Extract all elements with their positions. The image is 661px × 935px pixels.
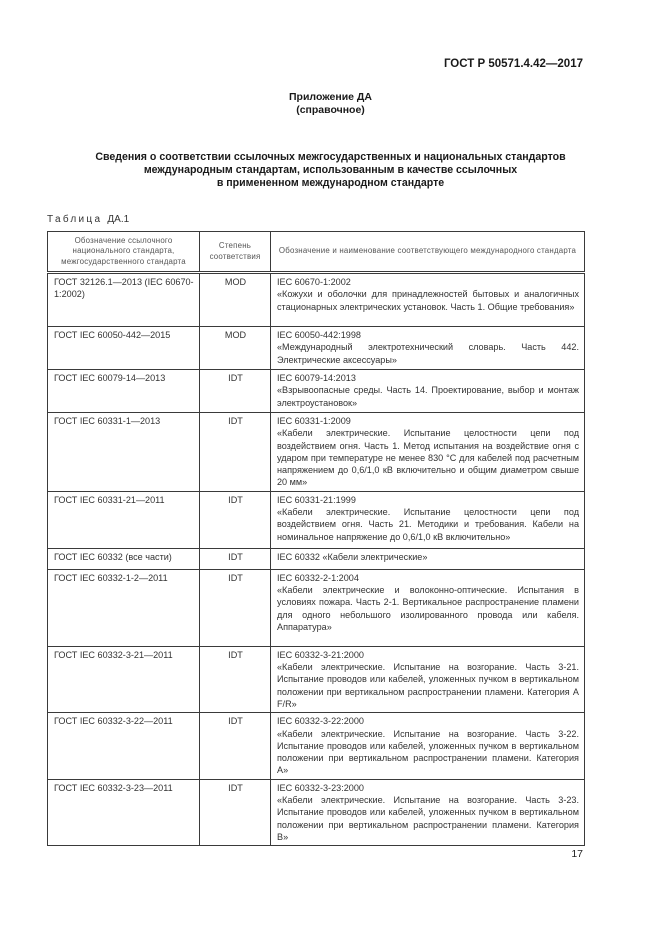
international-standard-cell <box>271 491 585 548</box>
annex-title: Приложение ДА <box>289 91 372 103</box>
table-row <box>48 370 585 413</box>
table-row <box>48 413 585 492</box>
degree-cell: IDT <box>200 646 271 712</box>
table-caption-word: Таблица <box>47 214 103 225</box>
table-caption <box>47 214 129 225</box>
table-row <box>48 569 585 646</box>
national-standard-cell: ГОСТ IEC 60050-442—2015 <box>48 327 200 370</box>
intl-standard-code: IEC 60331-1:2009 <box>277 416 351 426</box>
table-row <box>48 491 585 548</box>
section-title-line: Сведения о соответствии ссылочных межгосударственных и национальных стандартов <box>95 151 566 163</box>
table-row <box>48 713 585 779</box>
table-caption-number: ДА.1 <box>107 214 130 225</box>
table-row <box>48 548 585 569</box>
intl-standard-code: IEC 60670-1:2002 <box>277 277 351 287</box>
national-standard-cell: ГОСТ IEC 60079-14—2013 <box>48 370 200 413</box>
international-standard-cell <box>271 327 585 370</box>
international-standard-cell <box>271 779 585 845</box>
section-title-line: в примененном международном стандарте <box>216 177 445 189</box>
section-title <box>0 151 661 190</box>
intl-standard-name: «Кабели электрические. Испытание целостности цепи под воздействием огня. Часть 1. Метод испытания на воздействие огня с ударом при температуре не менее 830 °С для кабелей под расчетным напряжением до 0,6/1,0 кВ включительно и общим диаметром свыше 20 мм» <box>277 428 579 488</box>
national-standard-cell: ГОСТ IEC 60331-1—2013 <box>48 413 200 492</box>
intl-standard-code: IEC 60332-3-22:2000 <box>277 716 364 727</box>
table-row <box>48 779 585 845</box>
intl-standard-code: IEC 60332-2-1:2004 <box>277 572 359 583</box>
annex-subtitle: (справочное) <box>296 104 365 116</box>
intl-standard-code: IEC 60332-3-21:2000 <box>277 649 364 660</box>
international-standard-cell <box>271 646 585 712</box>
annex-heading <box>0 91 661 117</box>
header-degree: Степень соответствия <box>200 232 271 273</box>
international-standard-cell <box>271 273 585 327</box>
table-row <box>48 646 585 712</box>
intl-standard-name: «Кабели электрические и волоконно-оптические. Испытания в условиях пожара. Часть 2-1. Вертикальное распространение пламени для одного небольшого изолированного провода или кабеля. Аппаратура» <box>277 585 579 632</box>
international-standard-cell <box>271 548 585 569</box>
intl-standard-name: «Кабели электрические. Испытание на возгорание. Часть 3-21. Испытание проводов или кабелей, уложенных пучком в вертикальном положении при вертикальном распространении пламени. Категория A F/R» <box>277 662 579 709</box>
table-row <box>48 273 585 327</box>
intl-standard-code: IEC 60331-21:1999 <box>277 494 356 505</box>
degree-cell: IDT <box>200 413 271 492</box>
intl-standard-name: «Взрывоопасные среды. Часть 14. Проектирование, выбор и монтаж электроустановок» <box>277 385 579 408</box>
header-national-standard: Обозначение ссылочного национального стандарта, межгосударственного стандарта <box>48 232 200 273</box>
section-title-line: международным стандартам, использованным в качестве ссылочных <box>143 164 518 176</box>
intl-standard-name: «Кожухи и оболочки для принадлежностей бытовых и аналогичных стационарных электрических установок. Часть 1. Общие требования» <box>277 289 579 312</box>
national-standard-cell: ГОСТ IEC 60332-1-2—2011 <box>48 569 200 646</box>
degree-cell: MOD <box>200 327 271 370</box>
intl-standard-code: IEC 60050-442:1998 <box>277 330 361 340</box>
intl-standard-name: «Кабели электрические. Испытание на возгорание. Часть 3-23. Испытание проводов или кабелей, уложенных пучком в вертикальном положении при вертикальном распространении пламени. Категория В» <box>277 795 579 842</box>
national-standard-cell: ГОСТ IEC 60331-21—2011 <box>48 491 200 548</box>
degree-cell: MOD <box>200 273 271 327</box>
national-standard-cell: ГОСТ IEC 60332 (все части) <box>48 548 200 569</box>
international-standard-cell <box>271 413 585 492</box>
standards-correspondence-table <box>47 231 585 846</box>
document-code: ГОСТ Р 50571.4.42—2017 <box>443 58 583 70</box>
degree-cell: IDT <box>200 491 271 548</box>
page-number: 17 <box>571 848 583 860</box>
international-standard-cell <box>271 370 585 413</box>
national-standard-cell <box>48 273 200 327</box>
header-international-standard: Обозначение и наименование соответствующего международного стандарта <box>271 232 585 273</box>
intl-standard-name: «Международный электротехнический словарь. Часть 442. Электрические аксессуары» <box>277 342 579 365</box>
intl-standard-code: IEC 60332 «Кабели электрические» <box>277 551 428 562</box>
degree-cell: IDT <box>200 548 271 569</box>
international-standard-cell <box>271 713 585 779</box>
international-standard-cell <box>271 569 585 646</box>
intl-standard-name: «Кабели электрические. Испытание на возгорание. Часть 3-22. Испытание проводов или кабелей, уложенных пучком в вертикальном положении при вертикальном распространении пламени. Категория А» <box>277 728 579 776</box>
degree-cell: IDT <box>200 713 271 779</box>
degree-cell: IDT <box>200 569 271 646</box>
national-standard-text: ГОСТ 32126.1—2013 (IEC 60670-1:2002) <box>54 277 194 300</box>
intl-standard-code: IEC 60332-3-23:2000 <box>277 782 364 793</box>
degree-cell: IDT <box>200 370 271 413</box>
table-header-row <box>48 232 585 273</box>
national-standard-cell: ГОСТ IEC 60332-3-23—2011 <box>48 779 200 845</box>
national-standard-cell: ГОСТ IEC 60332-3-21—2011 <box>48 646 200 712</box>
table-row <box>48 327 585 370</box>
degree-cell: IDT <box>200 779 271 845</box>
national-standard-cell: ГОСТ IEC 60332-3-22—2011 <box>48 713 200 779</box>
intl-standard-name: «Кабели электрические. Испытание целостности цепи под воздействием огня. Часть 21. Методики и требования. Кабели на номинальное напряжение до 0,6/1,0 кВ включительно» <box>277 507 579 542</box>
intl-standard-code: IEC 60079-14:2013 <box>277 373 356 383</box>
